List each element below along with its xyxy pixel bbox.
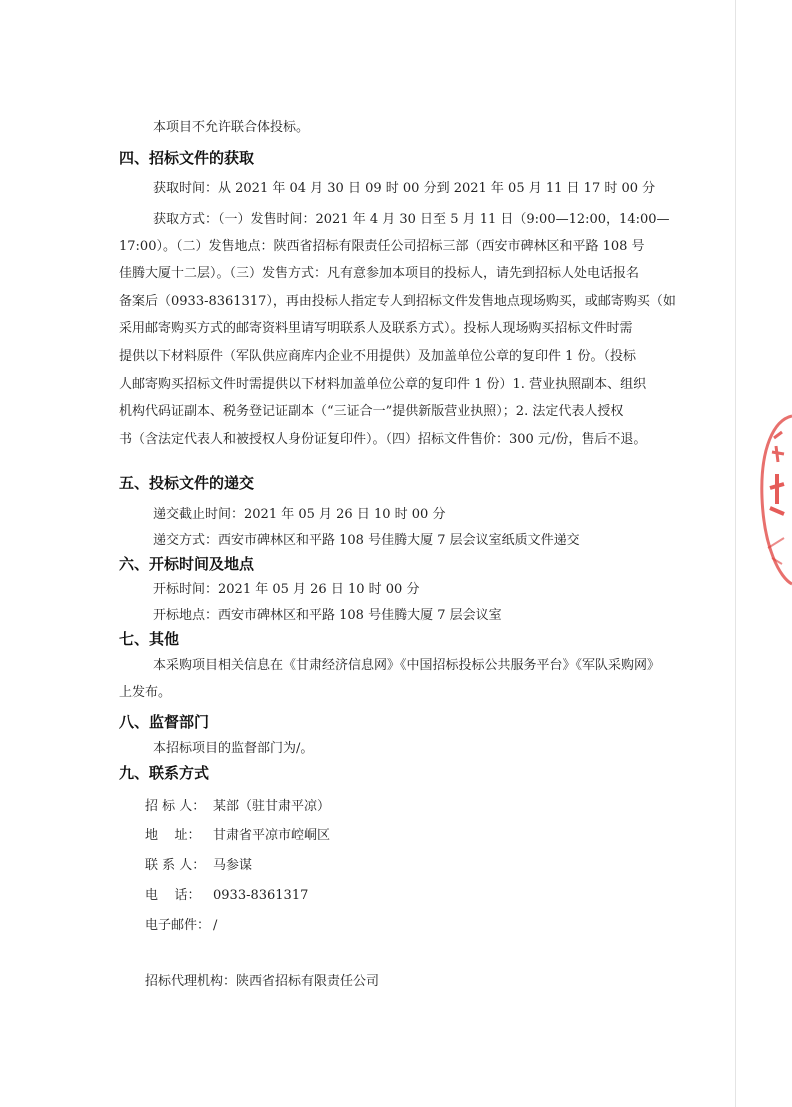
section-heading-5: 五、投标文件的递交 [119,474,255,492]
contact-person-value: 马参谋 [213,858,253,873]
acquire-method-line-3: 佳腾大厦十二层）。（三）发售方式：凡有意参加本项目的投标人，请先到招标人处电话报名 [119,266,640,281]
acquire-method-line-6: 提供以下材料原件（军队供应商库内企业不用提供）及加盖单位公章的复印件 1 份。（投标 [119,349,637,364]
acquire-method-line-8: 机构代码证副本、税务登记证副本（“三证合一”提供新版营业执照）；2. 法定代表人授权 [119,404,624,419]
submit-deadline: 递交截止时间：2021 年 05 月 26 日 10 时 00 分 [153,507,446,522]
contact-tenderer-value: 某部（驻甘肃平凉） [213,799,331,814]
contact-email [145,916,217,936]
contact-person-label: 联 系 人： [145,858,206,873]
contact-email-label: 电子邮件： [145,918,211,933]
contact-email-value: / [213,918,218,933]
acquire-time: 获取时间：从 2021 年 04 月 30 日 09 时 00 分到 2021 年 05 月 11 日 17 时 00 分 [153,181,656,196]
contact-address-value: 甘肃省平凉市崆峒区 [213,828,331,843]
other-line-2: 上发布。 [119,685,172,700]
supervision-line: 本招标项目的监督部门为/。 [153,741,314,756]
acquire-method-line-7: 人邮寄购买招标文件时需提供以下材料加盖单位公章的复印件 1 份）1. 营业执照副本、组织 [119,377,647,392]
red-seal-stamp [752,408,792,588]
section-heading-4: 四、招标文件的获取 [119,149,255,167]
acquire-method-line-5: 采用邮寄购买方式的邮寄资料里请写明联系人及联系方式）。投标人现场购买招标文件时需 [119,321,633,336]
consortium-paragraph: 本项目不允许联合体投标。 [153,120,310,135]
submit-method: 递交方式：西安市碑林区和平路 108 号佳腾大厦 7 层会议室纸质文件递交 [153,533,580,548]
page-edge-line [735,0,736,1107]
contact-address [145,826,330,846]
contact-phone-value: 0933-8361317 [213,888,309,903]
agency-line: 招标代理机构：陕西省招标有限责任公司 [145,974,380,989]
acquire-method-line-1: 获取方式：（一）发售时间：2021 年 4 月 30 日至 5 月 11 日（9:00—12:00，14:00— [153,212,670,227]
contact-tenderer [145,797,330,817]
opening-place: 开标地点：西安市碑林区和平路 108 号佳腾大厦 7 层会议室 [153,608,502,623]
contact-phone [145,886,308,906]
section-heading-8: 八、监督部门 [119,713,210,731]
acquire-method-line-4: 备案后（0933-8361317），再由投标人指定专人到招标文件发售地点现场购买，或邮寄购买（如 [119,294,676,309]
acquire-method-line-9: 书（含法定代表人和被授权人身份证复印件）。（四）招标文件售价：300 元/份，售后不退。 [119,432,647,447]
other-line-1: 本采购项目相关信息在《甘肃经济信息网》《中国招标投标公共服务平台》《军队采购网》 [153,658,661,673]
opening-time: 开标时间：2021 年 05 月 26 日 10 时 00 分 [153,582,420,597]
contact-address-label: 地 址： [145,828,201,843]
red-seal-stamp-graphic [752,408,792,588]
section-heading-7: 七、其他 [119,630,180,648]
section-heading-9: 九、联系方式 [119,764,210,782]
contact-tenderer-label: 招 标 人： [145,799,206,814]
acquire-method-line-2: 17:00）。（二）发售地点：陕西省招标有限责任公司招标三部（西安市碑林区和平路 108 号 [119,239,645,254]
contact-person [145,856,252,876]
section-heading-6: 六、开标时间及地点 [119,555,255,573]
contact-phone-label: 电 话： [145,888,201,903]
